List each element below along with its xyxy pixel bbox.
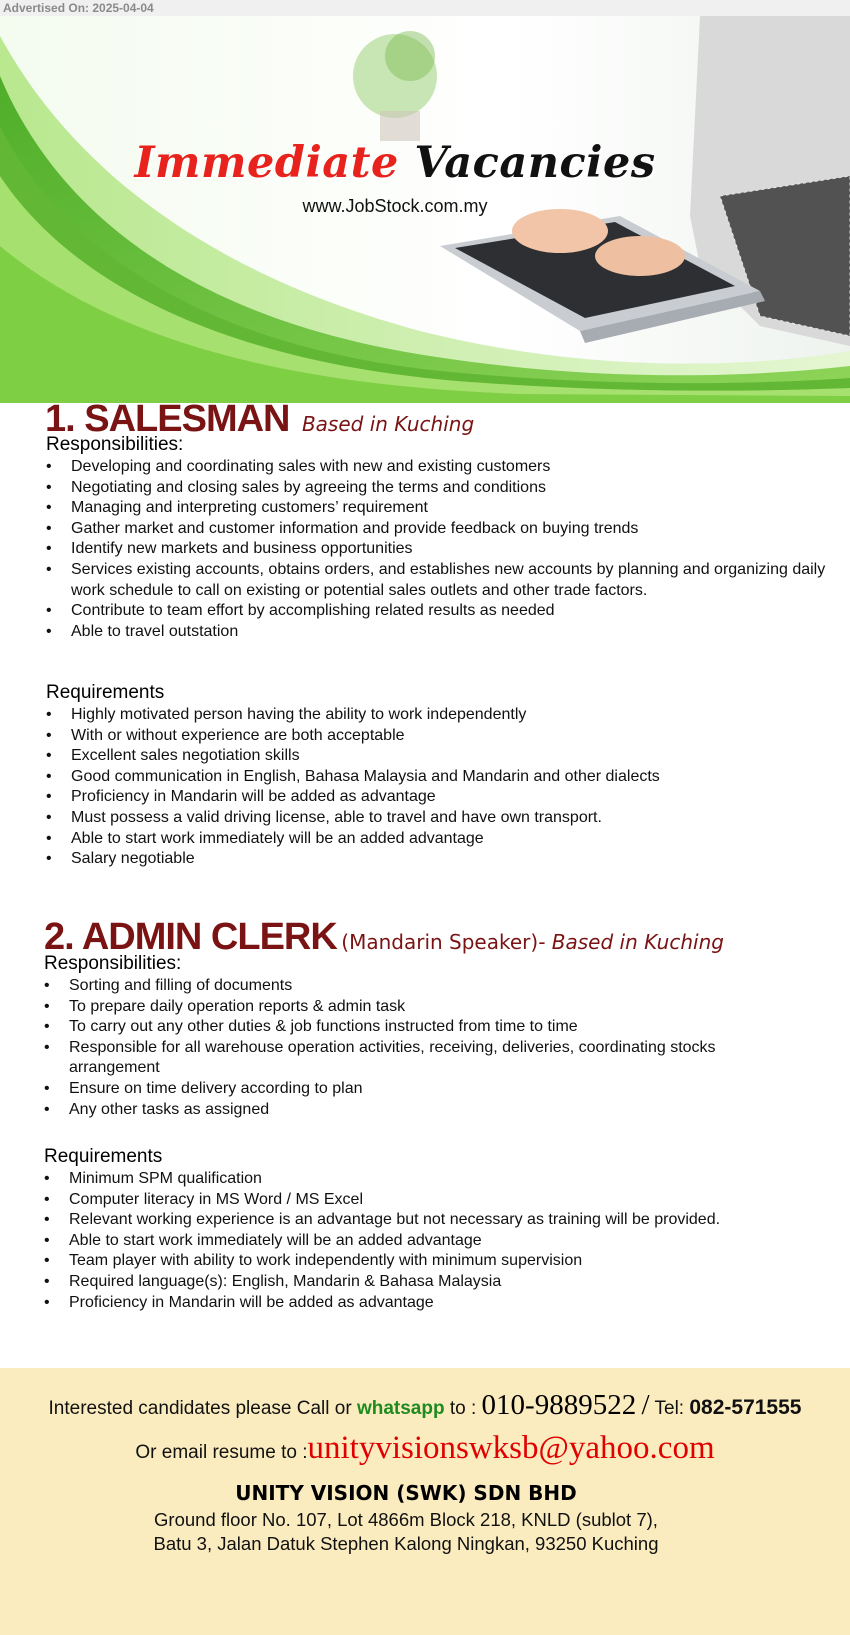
list-item: • Relevant working experience is an advantage but not necessary as training will be provided. [44, 1210, 844, 1231]
list-item: • Computer literacy in MS Word / MS Excel [44, 1190, 844, 1211]
phone-separator: / [641, 1389, 650, 1421]
website-url[interactable]: www.JobStock.com.my [302, 196, 488, 216]
job1-requirements-list [46, 705, 846, 870]
list-item: • To prepare daily operation reports & admin task [44, 997, 804, 1018]
list-item: • Identify new markets and business opportunities [46, 539, 846, 560]
call-prefix: Interested candidates please Call or [48, 1398, 352, 1419]
list-item: • Required language(s): English, Mandarin & Bahasa Malaysia [44, 1272, 844, 1293]
tel-number[interactable]: 082-571555 [689, 1396, 802, 1419]
list-item: • Proficiency in Mandarin will be added as advantage [44, 1293, 844, 1314]
email-prefix: Or email resume to : [135, 1442, 308, 1463]
company-address [0, 1508, 812, 1556]
list-item: • Responsible for all warehouse operation activities, receiving, deliveries, coordinating stocks arrangement [44, 1038, 804, 1079]
list-item: • Ensure on time delivery according to plan [44, 1079, 804, 1100]
job2-requirements-heading: Requirements [44, 1146, 163, 1167]
job2-location: - Based in Kuching [538, 930, 724, 954]
job2-requirements-list [44, 1169, 844, 1313]
email-link[interactable]: unityvisionswksb@yahoo.com [307, 1430, 715, 1466]
list-item: • Contribute to team effort by accomplishing related results as needed [46, 601, 846, 622]
list-item: • Highly motivated person having the ability to work independently [46, 705, 846, 726]
list-item: • Services existing accounts, obtains orders, and establishes new accounts by planning and organizing daily work schedule to call on existing or potential sales outlets and other trade factors. [46, 560, 846, 601]
list-item: • Must possess a valid driving license, able to travel and have own transport. [46, 808, 846, 829]
list-item: • Good communication in English, Bahasa Malaysia and Mandarin and other dialects [46, 767, 846, 788]
header-banner [0, 16, 850, 403]
list-item: • Developing and coordinating sales with new and existing customers [46, 457, 846, 478]
job2-subtitle: (Mandarin Speaker) [341, 930, 539, 954]
job1-responsibilities-heading: Responsibilities: [46, 434, 184, 455]
list-item: • Proficiency in Mandarin will be added as advantage [46, 787, 846, 808]
list-item: • Gather market and customer information and provide feedback on buying trends [46, 519, 846, 540]
job2-responsibilities-list [44, 976, 804, 1120]
list-item: • Any other tasks as assigned [44, 1100, 804, 1121]
list-item: • With or without experience are both acceptable [46, 726, 846, 747]
whatsapp-label[interactable]: whatsapp [356, 1398, 445, 1419]
job2-number-title: 2. ADMIN CLERK [44, 916, 337, 958]
mobile-phone[interactable]: 010-9889522 [481, 1389, 637, 1421]
list-item: • Salary negotiable [46, 849, 846, 870]
email-line [0, 1430, 850, 1467]
job1-responsibilities-list [46, 457, 846, 642]
list-item: • Sorting and filling of documents [44, 976, 804, 997]
contact-footer [0, 1368, 850, 1635]
job1-number-title: 1. SALESMAN [45, 398, 290, 440]
list-item: • Minimum SPM qualification [44, 1169, 844, 1190]
job2-responsibilities-heading: Responsibilities: [44, 953, 182, 974]
list-item: • Able to start work immediately will be an added advantage [44, 1231, 844, 1252]
list-item: • Managing and interpreting customers’ requirement [46, 498, 846, 519]
list-item: • Negotiating and closing sales by agreeing the terms and conditions [46, 478, 846, 499]
job1-requirements-heading: Requirements [46, 682, 165, 703]
list-item: • Able to travel outstation [46, 622, 846, 643]
list-item: • To carry out any other duties & job functions instructed from time to time [44, 1017, 804, 1038]
address-line-1: Ground floor No. 107, Lot 4866m Block 218, KNLD (sublot 7), [154, 1509, 658, 1530]
banner-title [0, 138, 790, 188]
job1-location: Based in Kuching [301, 412, 475, 436]
call-to: to : [449, 1398, 477, 1419]
list-item: • Excellent sales negotiation skills [46, 746, 846, 767]
address-line-2: Batu 3, Jalan Datuk Stephen Kalong Ningkan, 93250 Kuching [153, 1533, 659, 1554]
call-line [0, 1389, 850, 1422]
advertised-strip [0, 0, 850, 16]
advertised-date: Advertised On: 2025-04-04 [3, 1, 154, 15]
banner-title-vacancies: Vacancies [414, 138, 656, 188]
list-item: • Team player with ability to work independently with minimum supervision [44, 1251, 844, 1272]
list-item: • Able to start work immediately will be an added advantage [46, 829, 846, 850]
company-name: UNITY VISION (SWK) SDN BHD [235, 1481, 577, 1505]
banner-title-immediate: Immediate [134, 138, 399, 188]
tel-label: Tel: [654, 1398, 685, 1419]
